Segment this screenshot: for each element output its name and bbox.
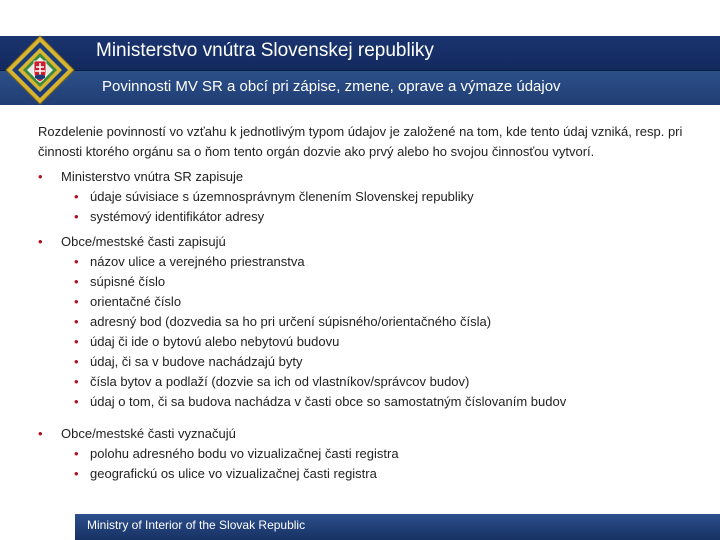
- list-item-text: údaj či ide o bytovú alebo nebytovú budovu: [90, 334, 340, 349]
- footer-text: Ministry of Interior of the Slovak Republic: [87, 518, 306, 532]
- list-item: [38, 292, 688, 312]
- ministry-logo-icon: [4, 34, 76, 106]
- bullet-icon: •: [38, 169, 43, 184]
- list-item-text: orientačné číslo: [90, 294, 182, 309]
- list-item: [38, 464, 688, 484]
- group-heading-municipalities-mark: [38, 424, 688, 444]
- list-item-text: čísla bytov a podlaží (dozvie sa ich od vlastníkov/správcov budov): [90, 374, 470, 389]
- list-item-text: adresný bod (dozvedia sa ho pri určení súpisného/orientačného čísla): [90, 314, 492, 329]
- list-item: [38, 372, 688, 392]
- list-item-text: systémový identifikátor adresy: [90, 209, 265, 224]
- list-item: [38, 272, 688, 292]
- group-label: Obce/mestské časti zapisujú: [61, 234, 226, 249]
- bullet-icon: •: [74, 294, 79, 309]
- bullet-icon: •: [74, 394, 79, 409]
- list-item: [38, 187, 688, 207]
- bullet-icon: •: [38, 426, 43, 441]
- group-label: Ministerstvo vnútra SR zapisuje: [61, 169, 244, 184]
- bullet-icon: •: [74, 274, 79, 289]
- ministry-title: Ministerstvo vnútra Slovenskej republiky: [96, 40, 434, 61]
- bullet-icon: •: [74, 314, 79, 329]
- list-item: [38, 444, 688, 464]
- slide-content: [38, 122, 688, 484]
- bullet-icon: •: [74, 254, 79, 269]
- list-item: [38, 352, 688, 372]
- intro-paragraph: Rozdelenie povinností vo vzťahu k jednotlivým typom údajov je založené na tom, kde tento údaj vzniká, resp. pri činnosti ktorého orgánu sa o ňom tento orgán dozvie ako prvý alebo ho svojou činnosťou vytvorí.: [38, 124, 683, 159]
- list-item-text: údaje súvisiace s územnosprávnym členením Slovenskej republiky: [90, 189, 474, 204]
- bullet-icon: •: [74, 209, 79, 224]
- group-label: Obce/mestské časti vyznačujú: [61, 426, 236, 441]
- bullet-icon: •: [74, 374, 79, 389]
- bullet-icon: •: [74, 189, 79, 204]
- list-item: [38, 312, 688, 332]
- list-item: [38, 252, 688, 272]
- list-item-text: geografickú os ulice vo vizualizačnej časti registra: [90, 466, 377, 481]
- list-item-text: údaj o tom, či sa budova nachádza v časti obce so samostatným číslovaním budov: [90, 394, 567, 409]
- bullet-icon: •: [74, 446, 79, 461]
- slide-subtitle: Povinnosti MV SR a obcí pri zápise, zmene, oprave a výmaze údajov: [102, 78, 561, 95]
- list-item-text: údaj, či sa v budove nachádzajú byty: [90, 354, 303, 369]
- list-item: [38, 207, 688, 227]
- list-item-text: súpisné číslo: [90, 274, 166, 289]
- group-heading-municipalities-record: [38, 232, 688, 252]
- group-heading-ministry: [38, 167, 688, 187]
- bullet-icon: •: [74, 334, 79, 349]
- bullet-icon: •: [74, 354, 79, 369]
- list-item-text: názov ulice a verejného priestranstva: [90, 254, 305, 269]
- list-item: [38, 392, 688, 412]
- bullet-icon: •: [38, 234, 43, 249]
- list-item-text: polohu adresného bodu vo vizualizačnej časti registra: [90, 446, 399, 461]
- list-item: [38, 332, 688, 352]
- bullet-icon: •: [74, 466, 79, 481]
